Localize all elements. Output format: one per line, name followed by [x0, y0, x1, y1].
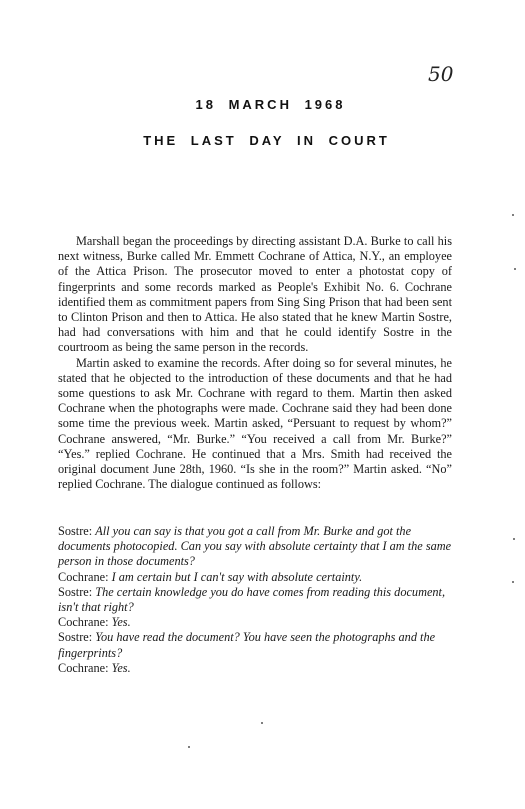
- dialogue-text: Yes.: [111, 660, 131, 675]
- dialogue-text: I am certain but I can't say with absolute certainty.: [111, 569, 363, 584]
- scan-speck: [512, 581, 514, 583]
- scan-speck: [512, 214, 514, 216]
- scan-speck: [188, 746, 190, 748]
- scan-speck: [514, 268, 516, 270]
- body-text: [58, 234, 452, 492]
- dialogue-line: [58, 524, 452, 570]
- dialogue: [58, 524, 452, 676]
- speaker-name: Sostre:: [58, 584, 96, 599]
- chapter-title: THE LAST DAY IN COURT: [143, 133, 390, 148]
- page-number: 50: [428, 62, 454, 86]
- speaker-name: Sostre:: [58, 524, 96, 538]
- dialogue-text: Yes.: [111, 615, 131, 630]
- dialogue-text: The certain knowledge you do have comes from reading this document, isn't that right?: [58, 584, 446, 615]
- dialogue-text: All you can say is that you got a call from Mr. Burke and got the documents photocopied. Can you say with absolute certainty that I am the same person in those documents?: [58, 524, 452, 569]
- speaker-name: Cochrane:: [58, 660, 112, 675]
- date-heading: 18 MARCH 1968: [195, 97, 346, 112]
- dialogue-line: [58, 570, 452, 585]
- scan-speck: [261, 722, 263, 724]
- dialogue-line: [58, 615, 452, 630]
- paragraph: Martin asked to examine the records. After doing so for several minutes, he stated that he objected to the introduction of these documents and that he had some questions to ask Mr. Cochrane with regard to them. Martin then asked Cochrane when the photographs were made. Cochrane said they had been done some time the previous week. Martin asked, “Persuant to request by whom?” Cochrane answered, “Mr. Burke.” “You received a call from Mr. Burke?” “Yes.” replied Cochrane. He continued that a Mrs. Smith had received the original document June 28th, 1960. “Is she in the room?” Martin asked. “No” replied Cochrane. The dialogue continued as follows:: [58, 355, 452, 492]
- dialogue-line: [58, 630, 452, 660]
- dialogue-line: [58, 585, 452, 615]
- scan-speck: [513, 538, 515, 540]
- dialogue-line: [58, 661, 452, 676]
- speaker-name: Cochrane:: [58, 615, 112, 630]
- dialogue-text: You have read the document? You have seen the photographs and the fingerprints?: [58, 630, 436, 660]
- speaker-name: Cochrane:: [58, 569, 112, 584]
- speaker-name: Sostre:: [58, 630, 96, 645]
- paragraph: Marshall began the proceedings by directing assistant D.A. Burke to call his next witness, Burke called Mr. Emmett Cochrane of Attica, N.Y., an employee of the Attica Prison. The prosecutor moved to enter a photostat copy of fingerprints and some records marked as People's Exhibit No. 6. Cochrane identified them as commitment papers from Sing Sing Prison that had been sent to Clinton Prison and then to Attica. He also stated that he knew Martin Sostre, had had conversations with him and that he could identify Sostre in the courtroom as being the same person in the records.: [58, 234, 452, 355]
